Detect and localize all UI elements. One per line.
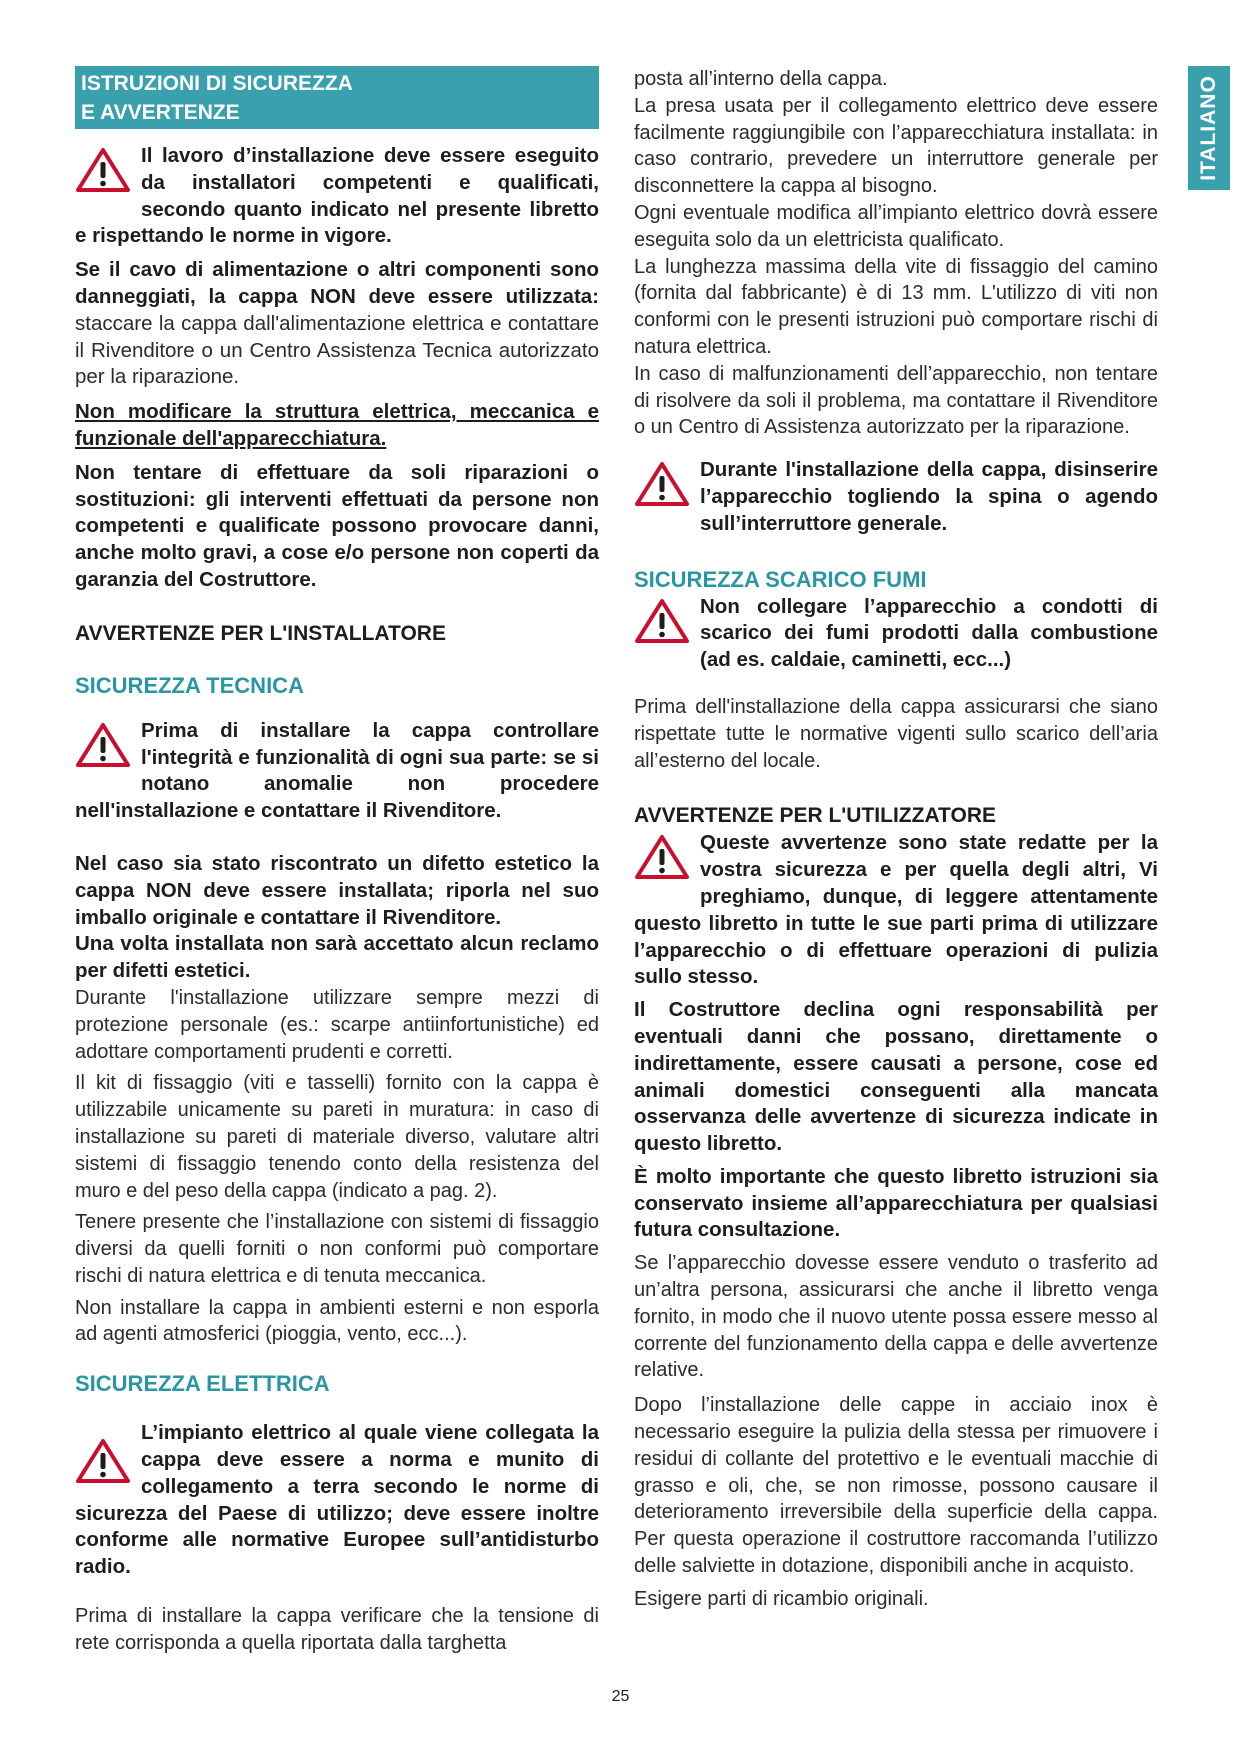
warning-text-integrity: Prima di installare la cappa controllare l'integrità e funzionalità di ogni sua parte: se si notano anomalie non procedere nell'installazione e contattare il Rivenditore. [75,718,599,823]
outdoor-paragraph: Non installare la cappa in ambienti esterni e non esporla ad agenti atmosferici (pioggia, vento, ecc...). [75,1296,599,1346]
warning-block-installers [75,143,599,250]
protection-paragraph: Durante l'installazione utilizzare sempre mezzi di protezione personale (es.: scarpe antiinfortunistiche) ed adottare comportamenti prudenti e corretti. [75,986,599,1063]
section-title-line2: E AVVERTENZE [81,101,240,124]
warning-text-installers: Il lavoro d’installazione deve essere eseguito da installatori competenti e qualificati, secondo quanto indicato nel presente libretto e rispettando le norme in vigore. [75,144,599,248]
exhaust-rules-paragraph: Prima dell'installazione della cappa assicurarsi che siano rispettate tutte le normative vigenti sullo scarico dell’aria all’esterno del locale. [634,695,1158,772]
warning-text-user: Queste avvertenze sono state redatte per la vostra sicurezza e per quella degli altri, Vi preghiamo, dunque, di leggere attentamente questo libretto in tutte le sue parti prima di utilizzare l’apparecchio o di effettuare operazioni di pulizia sullo stesso. [634,831,1158,989]
warning-triangle-icon [634,457,696,517]
technical-safety-heading: SICUREZZA TECNICA [75,672,304,698]
damaged-cable-bold: Se il cavo di alimentazione o altri componenti sono danneggiati, la cappa NON deve essere utilizzata: [75,258,599,308]
installer-heading: AVVERTENZE PER L'INSTALLATORE [75,621,446,645]
no-modify-note: Non modificare la struttura elettrica, meccanica e funzionale dell'apparecchiatura. [75,400,599,450]
left-column [75,66,599,1657]
continued-text: posta all’interno della cappa. [634,68,888,90]
language-tab [1188,66,1230,190]
right-column [634,66,1158,1613]
screw-length-paragraph: La lunghezza massima della vite di fissaggio del camino (fornita dal fabbricante) è di 13 mm. L'utilizzo di viti non conformi con le presenti istruzioni può comportare rischi di natura elettrica. [634,255,1158,358]
section-title-line1: ISTRUZIONI DI SICUREZZA [81,72,353,95]
page-number: 25 [611,1688,630,1705]
damaged-cable-note [75,257,599,391]
section-title [75,66,599,129]
modification-paragraph: Ogni eventuale modifica all’impianto elettrico dovrà essere eseguita solo da un elettricista qualificato. [634,201,1158,251]
keep-manual-paragraph: È molto importante che questo libretto istruzioni sia conservato insieme all’apparecchiatura per qualsiasi futura consultazione. [634,1164,1158,1242]
warning-text-electrical: L’impianto elettrico al quale viene collegata la cappa deve essere a norma e munito di collegamento a terra secondo le norme di sicurezza del Paese di utilizzo; deve essere inoltre conforme alle normative Europee sull’antidisturbo radio. [75,1421,599,1579]
damaged-cable-text: staccare la cappa dall'alimentazione elettrica e contattare il Rivenditore o un Centro Assistenza Tecnica autorizzato per la riparazione. [75,311,599,389]
warning-block-electrical [75,1420,599,1581]
warning-triangle-icon [75,718,137,778]
socket-paragraph: La presa usata per il collegamento elettrico deve essere facilmente raggiungibile con l’apparecchiatura installata: in caso contrario, prevedere un interruttore generale per disconnettere la cappa al bisogno. [634,94,1158,198]
spare-parts-paragraph: Esigere parti di ricambio originali. [634,1587,929,1610]
warning-text-unplug: Durante l'installazione della cappa, disinserire l’apparecchio togliendo la spina o agendo sull’interruttore generale. [700,458,1158,535]
no-claims-note: Una volta installata non sarà accettato alcun reclamo per difetti estetici. [75,932,599,983]
warning-block-integrity [75,718,599,825]
warning-triangle-icon [634,594,696,654]
fumes-safety-heading: SICUREZZA SCARICO FUMI [634,566,927,592]
electrical-safety-heading: SICUREZZA ELETTRICA [75,1371,330,1397]
warning-triangle-icon [75,1434,137,1494]
no-repair-note: Non tentare di effettuare da soli riparazioni o sostituzioni: gli interventi effettuati da persone non competenti e qualificate possono provocare danni, anche molto gravi, a cose e/o persone non coperti da garanzia del Costruttore. [75,460,599,591]
fixing-kit-paragraph: Il kit di fissaggio (viti e tasselli) fornito con la cappa è utilizzabile unicamente su pareti in muratura: in caso di installazione su pareti di materiale diverso, valutare altri sistemi di fissaggio tenendo conto della resistenza del muro e del peso della cappa (indicato a pag. 2). [75,1072,599,1202]
voltage-paragraph: Prima di installare la cappa verificare che la tensione di rete corrisponda a quella riportata dalla targhetta [75,1605,599,1654]
liability-paragraph: Il Costruttore declina ogni responsabilità per eventuali danni che possano, direttamente o indirettamente, essere causati a persone, cose ed animali domestici conseguenti alla mancata osservanza delle avvertenze di sicurezza indicate in questo libretto. [634,998,1158,1156]
warning-block-user [634,830,1158,991]
warning-triangle-icon [75,143,137,203]
warning-block-unplug [634,457,1158,537]
fixing-systems-paragraph: Tenere presente che l’installazione con sistemi di fissaggio diversi da quelli forniti o non conformi può comportare rischi di natura elettrica e di tenuta meccanica. [75,1211,599,1287]
inox-cleaning-paragraph: Dopo l’installazione delle cappe in acciaio inox è necessario eseguire la pulizia della stessa per rimuovere i residui di collante del protettivo e le eventuali macchie di grasso e oli, che, se non rimosse, possono causare il deterioramento irreversibile della superficie della cappa. Per questa operazione il costruttore raccomanda l’utilizzo delle salviette in dotazione, disponibili anche in acquisto. [634,1394,1158,1578]
malfunction-paragraph: In caso di malfunzionamenti dell’apparecchio, non tentare di risolvere da soli il problema, ma contattare il Rivenditore o un Centro di Assistenza autorizzato per la riparazione. [634,362,1158,439]
language-tab-label: ITALIANO [1197,75,1220,181]
resale-paragraph: Se l’apparecchio dovesse essere venduto o trasferito ad un’altra persona, assicurarsi che anche il libretto venga fornito, in modo che il nuovo utente possa essere messo al corrente del funzionamento della cappa e delle avvertenze relative. [634,1252,1158,1382]
aesthetic-defect-note: Nel caso sia stato riscontrato un difetto estetico la cappa NON deve essere installata; riporla nel suo imballo originale e contattare il Rivenditore. [75,851,599,929]
user-heading: AVVERTENZE PER L'UTILIZZATORE [634,804,997,828]
warning-text-fumes: Non collegare l’apparecchio a condotti di scarico dei fumi prodotti dalla combustione (ad es. caldaie, caminetti, ecc...) [700,594,1158,672]
warning-block-fumes [634,594,1158,674]
warning-triangle-icon [634,830,696,890]
